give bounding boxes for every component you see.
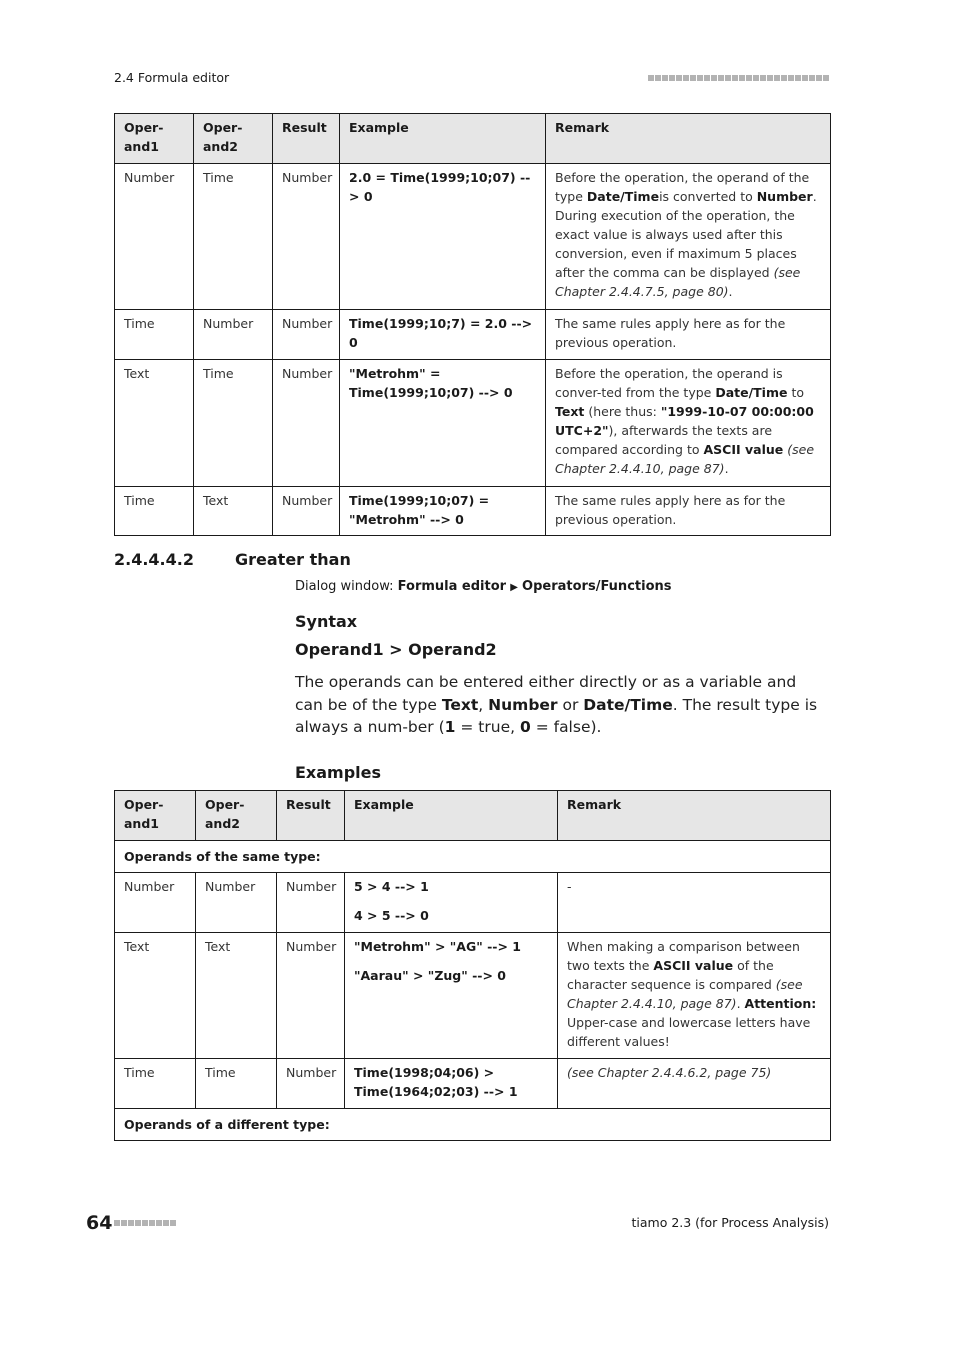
cell-result: Number bbox=[277, 933, 345, 1059]
cell-operand1: Number bbox=[115, 873, 196, 933]
header-remark: Remark bbox=[558, 791, 831, 841]
cell-remark: Before the operation, the operand of the type Date/Timeis converted to Number. During execution of the operation, the exact value is always used after this conversion, even if maximum 5 places after the comma can be displayed (see Chapter 2.4.4.7.5, page 80). bbox=[546, 164, 831, 310]
group-row-different-type bbox=[115, 1109, 831, 1141]
cell-operand1: Time bbox=[115, 487, 194, 536]
table-row bbox=[115, 933, 831, 1059]
cell-operand1: Text bbox=[115, 933, 196, 1059]
chapter-reference: (see Chapter 2.4.4.10, page 87) bbox=[555, 442, 815, 476]
operator-table-greater-than bbox=[114, 790, 831, 1141]
cell-operand2: Time bbox=[194, 164, 273, 310]
cell-example: Time(1999;10;7) = 2.0 --> 0 bbox=[340, 310, 546, 360]
footer-product-name: tiamo 2.3 (for Process Analysis) bbox=[631, 1215, 829, 1230]
syntax-heading: Syntax bbox=[295, 612, 358, 631]
cell-remark bbox=[558, 1059, 831, 1109]
cell-result: Number bbox=[277, 1059, 345, 1109]
cell-remark: The same rules apply here as for the previous operation. bbox=[546, 487, 831, 536]
table-header-row bbox=[115, 791, 831, 841]
cell-example: "Metrohm" = Time(1999;10;07) --> 0 bbox=[340, 360, 546, 487]
cell-operand2: Number bbox=[196, 873, 277, 933]
table-row bbox=[115, 310, 831, 360]
header-result: Result bbox=[277, 791, 345, 841]
cell-operand1: Text bbox=[115, 360, 194, 487]
cell-remark: - bbox=[558, 873, 831, 933]
cell-result: Number bbox=[277, 873, 345, 933]
cell-result: Number bbox=[273, 360, 340, 487]
path-arrow-icon: ▶ bbox=[510, 582, 518, 593]
cell-remark: The same rules apply here as for the previous operation. bbox=[546, 310, 831, 360]
chapter-reference: (see Chapter 2.4.4.10, page 87) bbox=[567, 977, 803, 1011]
cell-operand1: Time bbox=[115, 310, 194, 360]
footer-decoration-dots bbox=[114, 1220, 176, 1226]
cell-operand2: Time bbox=[196, 1059, 277, 1109]
page-number: 64 bbox=[86, 1212, 113, 1234]
description-paragraph: The operands can be entered either directly or as a variable and can be of the type Text, Number or Date/Time. The result type is always a num-ber (1 = true, 0 = false). bbox=[295, 673, 818, 736]
header-decoration-dots bbox=[648, 75, 829, 81]
dialog-path: Dialog window: Formula editor ▶ Operators/Functions bbox=[295, 579, 672, 594]
section-heading bbox=[114, 550, 351, 569]
header-operand2: Oper- and2 bbox=[196, 791, 277, 841]
header-operand1: Oper- and1 bbox=[115, 114, 194, 164]
header-example: Example bbox=[345, 791, 558, 841]
cell-example: 5 > 4 --> 1 4 > 5 --> 0 bbox=[345, 873, 558, 933]
dialog-path-formula-editor: Formula editor bbox=[397, 579, 507, 594]
cell-operand2: Text bbox=[194, 487, 273, 536]
header-result: Result bbox=[273, 114, 340, 164]
header-example: Example bbox=[340, 114, 546, 164]
table-row bbox=[115, 1059, 831, 1109]
cell-remark: Before the operation, the operand is conver-ted from the type Date/Time to Text (here thus: "1999-10-07 00:00:00 UTC+2"), afterwards the texts are compared according to ASCII value (see Chapter 2.4.4.10, page 87). bbox=[546, 360, 831, 487]
cell-operand1: Time bbox=[115, 1059, 196, 1109]
dialog-path-operators: Operators/Functions bbox=[522, 579, 672, 594]
cell-result: Number bbox=[273, 164, 340, 310]
running-header-section: 2.4 Formula editor bbox=[114, 70, 230, 85]
cell-example: Time(1998;04;06) > Time(1964;02;03) --> 1 bbox=[345, 1059, 558, 1109]
cell-operand2: Text bbox=[196, 933, 277, 1059]
header-operand1: Oper- and1 bbox=[115, 791, 196, 841]
cell-operand2: Number bbox=[194, 310, 273, 360]
cell-operand1: Number bbox=[115, 164, 194, 310]
group-label: Operands of a different type: bbox=[115, 1109, 831, 1141]
cell-operand2: Time bbox=[194, 360, 273, 487]
header-remark: Remark bbox=[546, 114, 831, 164]
table-header-row bbox=[115, 114, 831, 164]
group-label: Operands of the same type: bbox=[115, 841, 831, 873]
cell-example: 2.0 = Time(1999;10;07) --> 0 bbox=[340, 164, 546, 310]
table-row bbox=[115, 487, 831, 536]
cell-remark: When making a comparison between two texts the ASCII value of the character sequence is compared (see Chapter 2.4.4.10, page 87). Attention: Upper-case and lowercase letters have different values! bbox=[558, 933, 831, 1059]
cell-example: Time(1999;10;07) = "Metrohm" --> 0 bbox=[340, 487, 546, 536]
chapter-reference: (see Chapter 2.4.4.6.2, page 75) bbox=[567, 1065, 772, 1080]
cell-example: "Metrohm" > "AG" --> 1 "Aarau" > "Zug" --> 0 bbox=[345, 933, 558, 1059]
section-number: 2.4.4.4.2 bbox=[114, 550, 194, 569]
syntax-formula: Operand1 > Operand2 bbox=[295, 640, 497, 659]
table-row bbox=[115, 164, 831, 310]
group-row-same-type bbox=[115, 841, 831, 873]
examples-heading: Examples bbox=[295, 763, 382, 782]
cell-result: Number bbox=[273, 487, 340, 536]
operator-table-equal bbox=[114, 113, 831, 536]
cell-result: Number bbox=[273, 310, 340, 360]
table-row bbox=[115, 360, 831, 487]
table-row bbox=[115, 873, 831, 933]
chapter-reference: (see Chapter 2.4.4.7.5, page 80) bbox=[555, 265, 801, 299]
header-operand2: Oper- and2 bbox=[194, 114, 273, 164]
section-title: Greater than bbox=[235, 550, 351, 569]
